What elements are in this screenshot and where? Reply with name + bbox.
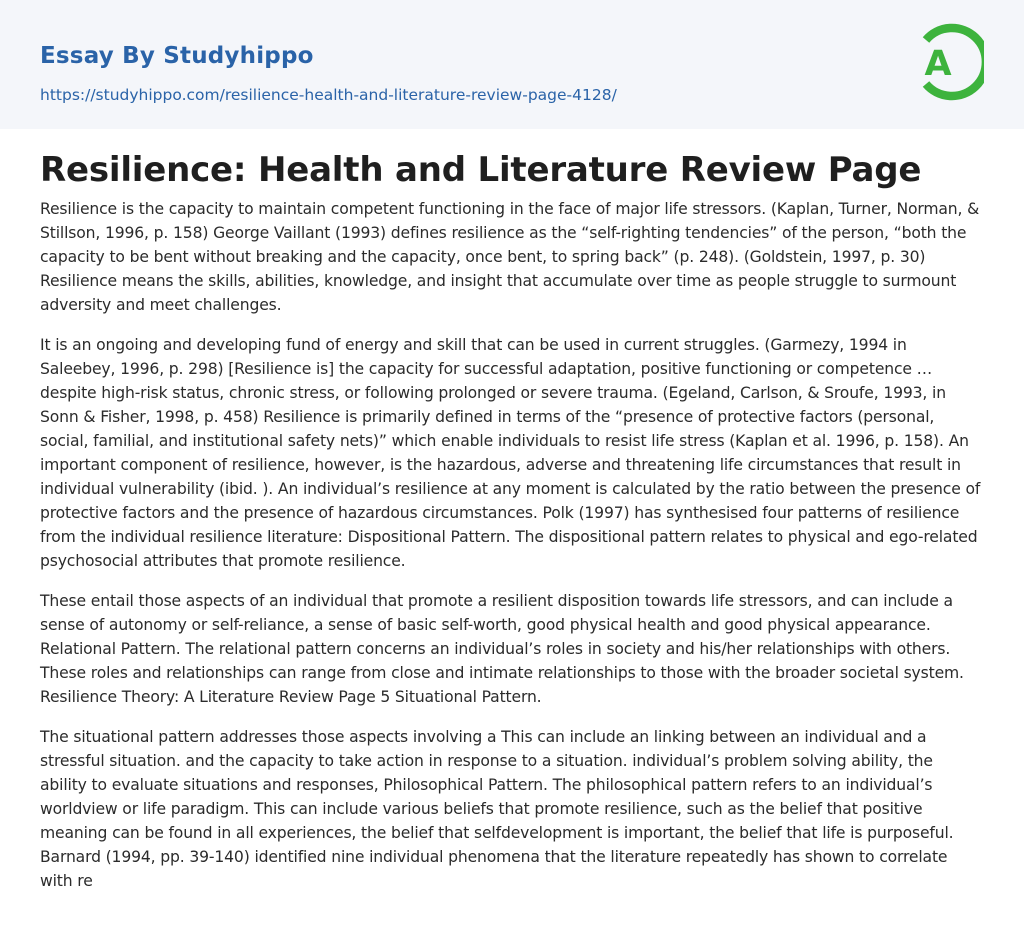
studyhippo-logo-icon[interactable]: [914, 19, 984, 105]
article-paragraph: Resilience is the capacity to maintain competent functioning in the face of major life stressors. (Kaplan, Turner, Norman, & Stillson, 1996, p. 158) George Vaillant (1993) defines resilience as the “self-righting tendencies” of the person, “both the capacity to be bent without breaking and the capacity, once bent, to spring back” (p. 248). (Goldstein, 1997, p. 30) Resilience means the skills, abilities, knowledge, and insight that accumulate over time as people struggle to surmount adversity and meet challenges.: [40, 200, 980, 314]
page-title: Resilience: Health and Literature Review Page: [40, 150, 922, 190]
brand-title: Essay By Studyhippo: [40, 43, 314, 69]
site-header: [0, 0, 1024, 129]
article: [0, 147, 1024, 893]
article-paragraph: The situational pattern addresses those aspects involving a This can include an linking between an individual and a stressful situation. and the capacity to take action in response to a situation. individual’s problem solving ability, the ability to evaluate situations and responses, Philosophical Pattern. The philosophical pattern refers to an individual’s worldview or life paradigm. This can include various beliefs that promote resilience, such as the belief that positive meaning can be found in all experiences, the belief that selfdevelopment is important, the belief that life is purposeful. Barnard (1994, pp. 39-140) identified nine individual phenomena that the literature repeatedly has shown to correlate with re: [40, 728, 954, 890]
logo-letter: A: [924, 44, 952, 84]
source-url-link[interactable]: https://studyhippo.com/resilience-health-and-literature-review-page-4128/: [40, 86, 617, 104]
article-paragraph: It is an ongoing and developing fund of energy and skill that can be used in current struggles. (Garmezy, 1994 in Saleebey, 1996, p. 298) [Resilience is] the capacity for successful adaptation, positive functioning or competence … despite high-risk status, chronic stress, or following prolonged or severe trauma. (Egeland, Carlson, & Sroufe, 1993, in Sonn & Fisher, 1998, p. 458) Resilience is primarily defined in terms of the “presence of protective factors (personal, social, familial, and institutional safety nets)” which enable individuals to resist life stress (Kaplan et al. 1996, p. 158). An important component of resilience, however, is the hazardous, adverse and threatening life circumstances that result in individual vulnerability (ibid. ). An individual’s resilience at any moment is calculated by the ratio between the presence of protective factors and the presence of hazardous circumstances. Polk (1997) has synthesised four patterns of resilience from the individual resilience literature: Dispositional Pattern. The dispositional pattern relates to physical and ego-related psychosocial attributes that promote resilience.: [40, 336, 981, 570]
article-paragraph: These entail those aspects of an individual that promote a resilient disposition towards life stressors, and can include a sense of autonomy or self-reliance, a sense of basic self-worth, good physical health and good physical appearance. Relational Pattern. The relational pattern concerns an individual’s roles in society and his/her relationships with others. These roles and relationships can range from close and intimate relationships to those with the broader societal system. Resilience Theory: A Literature Review Page 5 Situational Pattern.: [40, 592, 964, 706]
